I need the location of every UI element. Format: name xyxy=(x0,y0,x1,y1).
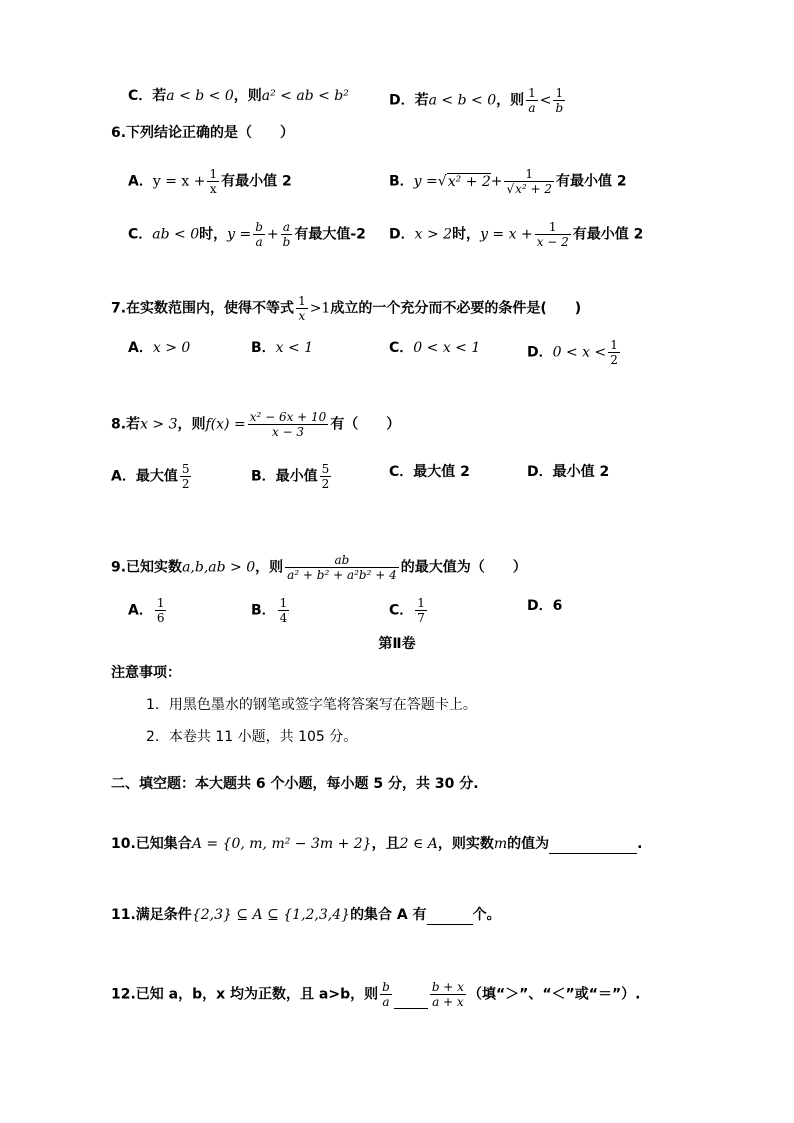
fraction-1-over-sqrt: $\frac{1}{\text{√x² + 2}}$ xyxy=(506,167,553,196)
notice-item-1: 1．用黑色墨水的钢笔或签字笔将答案写在答题卡上。 xyxy=(146,697,477,713)
q8-option-a: A．最大值 $\frac{5}{2}$ xyxy=(111,462,190,491)
q9-stem: 9.已知实数a,b,ab > 0，则 $\frac{ab}{\text{a² + b² + a²b² + 4}}$ 的最大值为（ ） xyxy=(111,553,527,582)
q9-option-c: C． $\frac{1}{7}$ xyxy=(389,596,425,625)
fraction-1-over-x: $\frac{1}{x}$ xyxy=(209,167,218,196)
q11-stem: 11.满足条件{2,3} ⊆ A ⊆ {1,2,3,4}的集合 A 有 个。 xyxy=(111,907,501,923)
q9-option-a: A． $\frac{1}{6}$ xyxy=(128,596,165,625)
q12-answer-blank[interactable] xyxy=(394,992,428,1009)
q8-fraction: $\frac{\text{x² − 6x + 10}}{x - 3}$ xyxy=(249,410,327,439)
q7-stem: 7.在实数范围内，使得不等式 $\frac{1}{x}$ >1成立的一个充分而不必要的条件是( ) xyxy=(111,294,582,323)
q8-stem: 8.若x > 3，则f(x) = $\frac{\text{x² − 6x + 10}}{x - 3}$ 有（ ） xyxy=(111,410,401,439)
q11-answer-blank[interactable] xyxy=(427,908,473,925)
q8-option-b: B．最小值 $\frac{5}{2}$ xyxy=(251,462,330,491)
part-title: 第Ⅱ卷 xyxy=(378,636,416,652)
q6-option-d: D．x > 2时，y = x + $\frac{1}{x - 2}$ 有最小值 2 xyxy=(389,220,644,249)
fraction-1-over-a: $\frac{1}{a}$ xyxy=(528,86,536,115)
notice-item-2: 2．本卷共 11 小题，共 105 分。 xyxy=(146,729,358,745)
q5-option-d: D．若a < b < 0，则 $\frac{1}{a}$ < $\frac{1}{b}$ xyxy=(389,86,564,115)
q6-option-a: A．y = x + $\frac{1}{x}$ 有最小值 2 xyxy=(128,167,292,196)
fraction-1-over-b: $\frac{1}{b}$ xyxy=(555,86,564,115)
q7-option-d: D．0 < x < $\frac{1}{2}$ xyxy=(527,338,618,367)
q7-option-c: C．0 < x < 1 xyxy=(389,340,481,356)
q10-stem: 10.已知集合A = {0, m, m² − 3m + 2}，且2 ∈ A，则实数m的值为 . xyxy=(111,836,643,852)
q7-option-b: B．x < 1 xyxy=(251,340,314,356)
q6-option-b: B．y =√x² + 2+ $\frac{1}{\text{√x² + 2}}$ 有最小值 2 xyxy=(389,167,627,196)
q8-option-c: C．最大值 2 xyxy=(389,464,470,480)
section-heading: 二、填空题：本大题共 6 个小题，每小题 5 分，共 30 分. xyxy=(111,776,479,792)
q5-option-c-expression: a² < ab < b² xyxy=(261,88,349,104)
q9-option-b: B． $\frac{1}{4}$ xyxy=(251,596,288,625)
notice-heading: 注意事项： xyxy=(111,665,181,681)
q12-stem: 12.已知 a，b，x 均为正数，且 a>b，则 $\frac{b}{a}$ $\frac{b + x}{a + x}$ （填“＞”、“＜”或“＝”）. xyxy=(111,980,641,1009)
q5-option-c: C．若a < b < 0，则a² < ab < b² xyxy=(128,88,349,104)
q8-option-d: D．最小值 2 xyxy=(527,464,610,480)
q9-option-d: D．6 xyxy=(527,598,563,614)
q9-fraction: $\frac{ab}{\text{a² + b² + a²b² + 4}}$ xyxy=(287,553,397,582)
q6-stem: 6.下列结论正确的是（ ） xyxy=(111,125,295,141)
q10-answer-blank[interactable] xyxy=(549,837,637,854)
q7-option-a: A．x > 0 xyxy=(128,340,191,356)
q6-option-c: C．ab < 0时，y = $\frac{b}{a}$ + $\frac{a}{b}$ 有最大值-2 xyxy=(128,220,366,249)
